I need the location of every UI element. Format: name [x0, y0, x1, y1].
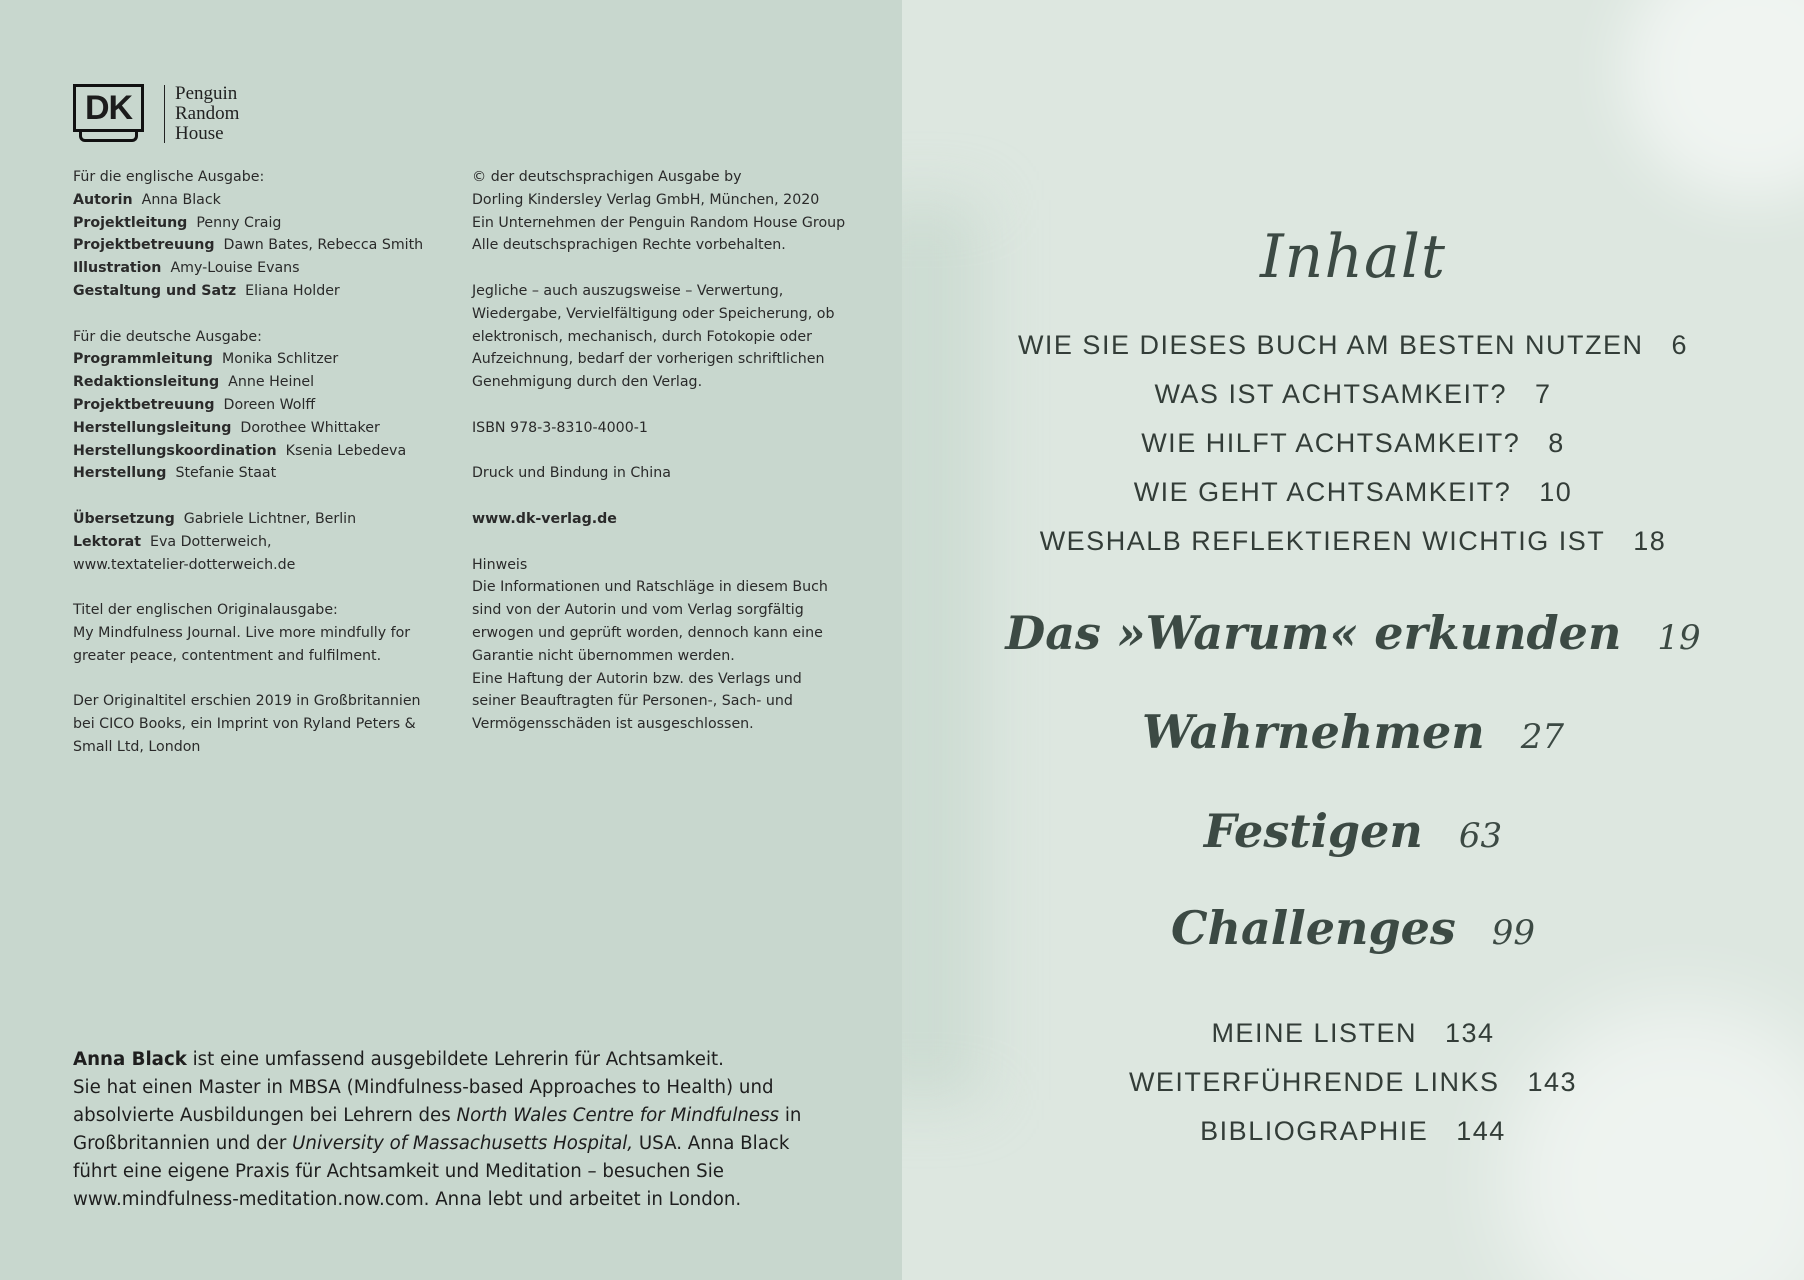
toc-entry-page: 18: [1633, 526, 1667, 556]
imprint-line: Vermögensschäden ist ausgeschlossen.: [472, 716, 754, 733]
imprint-line: erwogen und geprüft worden, dennoch kann eine: [472, 624, 823, 641]
credit-line: [73, 417, 423, 440]
credit-line: [73, 212, 423, 235]
imprint-line: Jegliche – auch auszugsweise – Verwertung,: [472, 282, 784, 299]
toc-entry: [902, 1116, 1804, 1147]
toc-title: Inhalt: [1259, 222, 1447, 292]
imprint-line: [472, 440, 845, 463]
credit-name: Dawn Bates, Rebecca Smith: [223, 237, 424, 254]
credit-role: Autorin: [73, 191, 133, 208]
credit-line: [73, 668, 423, 691]
toc-entry-page: 143: [1527, 1067, 1578, 1097]
toc-entry-label: WIE SIE DIESES BUCH AM BESTEN NUTZEN: [1017, 330, 1644, 360]
imprint-line: ISBN 978-3-8310-4000-1: [472, 419, 648, 436]
toc-entry: [902, 1067, 1804, 1098]
credit-role: Redaktionsleitung: [73, 374, 220, 391]
imprint-line: Ein Unternehmen der Penguin Random House Group: [472, 214, 846, 231]
bio-author-name: Anna Black: [73, 1049, 187, 1070]
imprint-line: Wiedergabe, Vervielfältigung oder Speicherung, ob: [472, 305, 835, 322]
toc-chapter: [902, 901, 1804, 955]
credit-role: Projektleitung: [73, 214, 188, 231]
credit-line: bei CICO Books, ein Imprint von Ryland Peters &: [73, 716, 416, 733]
penguin-random-house-wordmark: Penguin Random House: [175, 83, 240, 144]
toc-chapter: [902, 804, 1804, 858]
imprint-line: Hinweis: [472, 556, 528, 573]
toc-entry-page: 7: [1535, 379, 1552, 409]
credit-name: Anna Black: [141, 191, 221, 208]
credit-role: Gestaltung und Satz: [73, 282, 237, 299]
toc-entry: [902, 526, 1804, 557]
dk-logo-mark: DK: [73, 84, 144, 132]
credit-name: Eliana Holder: [245, 282, 340, 299]
credit-line: Der Originaltitel erschien 2019 in Großbritannien: [73, 693, 421, 710]
credit-line: greater peace, contentment and fulfilment.: [73, 647, 382, 664]
toc-chapter-page: 63: [1458, 816, 1503, 856]
credit-name: Anne Heinel: [228, 374, 315, 391]
credit-role: Projektbetreuung: [73, 396, 215, 413]
toc-chapter-label: Challenges: [1170, 901, 1456, 955]
imprint-line: Garantie nicht übernommen werden.: [472, 647, 735, 664]
dk-logo-icon: [73, 84, 148, 144]
credit-role: Herstellungskoordination: [73, 442, 277, 459]
toc-entry-label: WIE HILFT ACHTSAMKEIT?: [1141, 428, 1521, 458]
credit-line: [73, 348, 423, 371]
imprint-line: Die Informationen und Ratschläge in diesem Buch: [472, 579, 828, 596]
toc-entry: [902, 1018, 1804, 1049]
credit-line: [73, 189, 423, 212]
credit-line: Für die deutsche Ausgabe:: [73, 328, 262, 345]
toc-entry-label: MEINE LISTEN: [1211, 1018, 1417, 1048]
credit-line: Small Ltd, London: [73, 738, 201, 755]
toc-entry-page: 144: [1456, 1116, 1506, 1146]
credit-line: www.textatelier-dotterweich.de: [73, 556, 296, 573]
credit-role: Übersetzung: [73, 510, 175, 527]
imprint-line: [472, 531, 845, 554]
toc-entry: [902, 428, 1804, 459]
credit-line: Titel der englischen Originalausgabe:: [73, 602, 338, 619]
credit-line: [73, 462, 423, 485]
credit-role: Illustration: [73, 260, 162, 277]
toc-entry-label: WIE GEHT ACHTSAMKEIT?: [1133, 477, 1512, 507]
credit-line: [73, 394, 423, 417]
toc-entry-page: 6: [1671, 330, 1689, 360]
imprint-line: © der deutschsprachigen Ausgabe by: [472, 169, 742, 185]
credit-role: Herstellungsleitung: [73, 419, 232, 436]
imprint-line: www.dk-verlag.de: [472, 510, 617, 527]
imprint-line: [472, 485, 845, 508]
toc-chapter-label: Festigen: [1203, 804, 1423, 858]
credit-name: Dorothee Whittaker: [240, 419, 380, 436]
contents-page: [902, 0, 1804, 1280]
imprint-line: Alle deutschsprachigen Rechte vorbehalten.: [472, 237, 786, 254]
credit-name: Stefanie Staat: [175, 465, 277, 482]
credit-role: Programmleitung: [73, 351, 213, 368]
credit-line: [73, 280, 423, 303]
credit-role: Herstellung: [73, 465, 167, 482]
credit-line: [73, 257, 423, 280]
credit-line: Für die englische Ausgabe:: [73, 169, 265, 185]
toc-entry: [902, 330, 1804, 361]
toc-chapter: [902, 705, 1804, 759]
credit-name: Amy-Louise Evans: [170, 260, 300, 277]
imprint-line: elektronisch, mechanisch, durch Fotokopie oder: [472, 328, 812, 345]
imprint-line: Genehmigung durch den Verlag.: [472, 374, 703, 391]
credit-name: Ksenia Lebedeva: [285, 442, 407, 459]
imprint-line: sind von der Autorin und vom Verlag sorgfältig: [472, 602, 804, 619]
toc-entry-label: WEITERFÜHRENDE LINKS: [1128, 1067, 1500, 1097]
credits-column-left: [73, 166, 423, 759]
imprint-line: Dorling Kindersley Verlag GmbH, München, 2020: [472, 191, 820, 208]
toc-entry-page: 134: [1444, 1018, 1495, 1048]
credit-line: [73, 576, 423, 599]
imprint-line: Eine Haftung der Autorin bzw. des Verlags und: [472, 670, 802, 687]
toc-entry: [902, 379, 1804, 410]
credit-name: Eva Dotterweich,: [150, 533, 272, 550]
imprint-line: [472, 257, 845, 280]
author-bio: Anna Black ist eine umfassend ausgebildete Lehrerin für Achtsamkeit. Sie hat einen Master in MBSA (Mindfulness-based Approaches to Health) und absolvierte Ausbildungen bei Lehrern des North Wales Centre for Mindfulness in Großbritannien und der University of Massachusetts Hospital, USA. Anna Black führt eine eigene Praxis für Achtsamkeit und Meditation – besuchen Sie www.mindfulness-meditation.now.com. Anna lebt und arbeitet in London.: [73, 1049, 802, 1210]
toc-entry-page: 8: [1548, 428, 1565, 458]
credit-line: [73, 371, 423, 394]
imprint-line: Aufzeichnung, bedarf der vorherigen schriftlichen: [472, 351, 825, 368]
toc-chapter-page: 27: [1520, 717, 1564, 757]
imprint-line: [472, 394, 845, 417]
toc-chapter-page: 99: [1491, 913, 1536, 953]
credit-line: [73, 303, 423, 326]
credit-line: [73, 508, 423, 531]
toc-entry-label: BIBLIOGRAPHIE: [1200, 1116, 1429, 1146]
credit-name: Doreen Wolff: [223, 396, 316, 413]
credit-line: [73, 234, 423, 257]
credit-name: Gabriele Lichtner, Berlin: [183, 510, 357, 527]
logo-divider: [164, 85, 165, 143]
credits-column-right: [472, 166, 845, 736]
toc-entry-label: WAS IST ACHTSAMKEIT?: [1154, 379, 1508, 409]
credit-line: [73, 440, 423, 463]
credit-name: Monika Schlitzer: [221, 351, 339, 368]
toc-chapter-label: Wahrnehmen: [1142, 705, 1485, 759]
toc-chapter: [902, 606, 1804, 660]
imprint-line: seiner Beauftragten für Personen-, Sach- und: [472, 693, 793, 710]
toc-entry: [902, 477, 1804, 508]
credit-line: [73, 485, 423, 508]
publisher-logo: [73, 84, 239, 144]
credit-name: Penny Craig: [196, 214, 282, 231]
credit-role: Projektbetreuung: [73, 237, 215, 254]
toc-entry-page: 10: [1539, 477, 1573, 507]
toc-chapter-page: 19: [1657, 618, 1701, 658]
credit-role: Lektorat: [73, 533, 141, 550]
credit-line: [73, 531, 423, 554]
toc-entry-label: WESHALB REFLEKTIEREN WICHTIG IST: [1039, 526, 1606, 556]
toc-chapter-label: Das »Warum« erkunden: [1005, 606, 1622, 660]
credit-line: My Mindfulness Journal. Live more mindfully for: [73, 624, 411, 641]
imprint-line: Druck und Bindung in China: [472, 465, 671, 482]
